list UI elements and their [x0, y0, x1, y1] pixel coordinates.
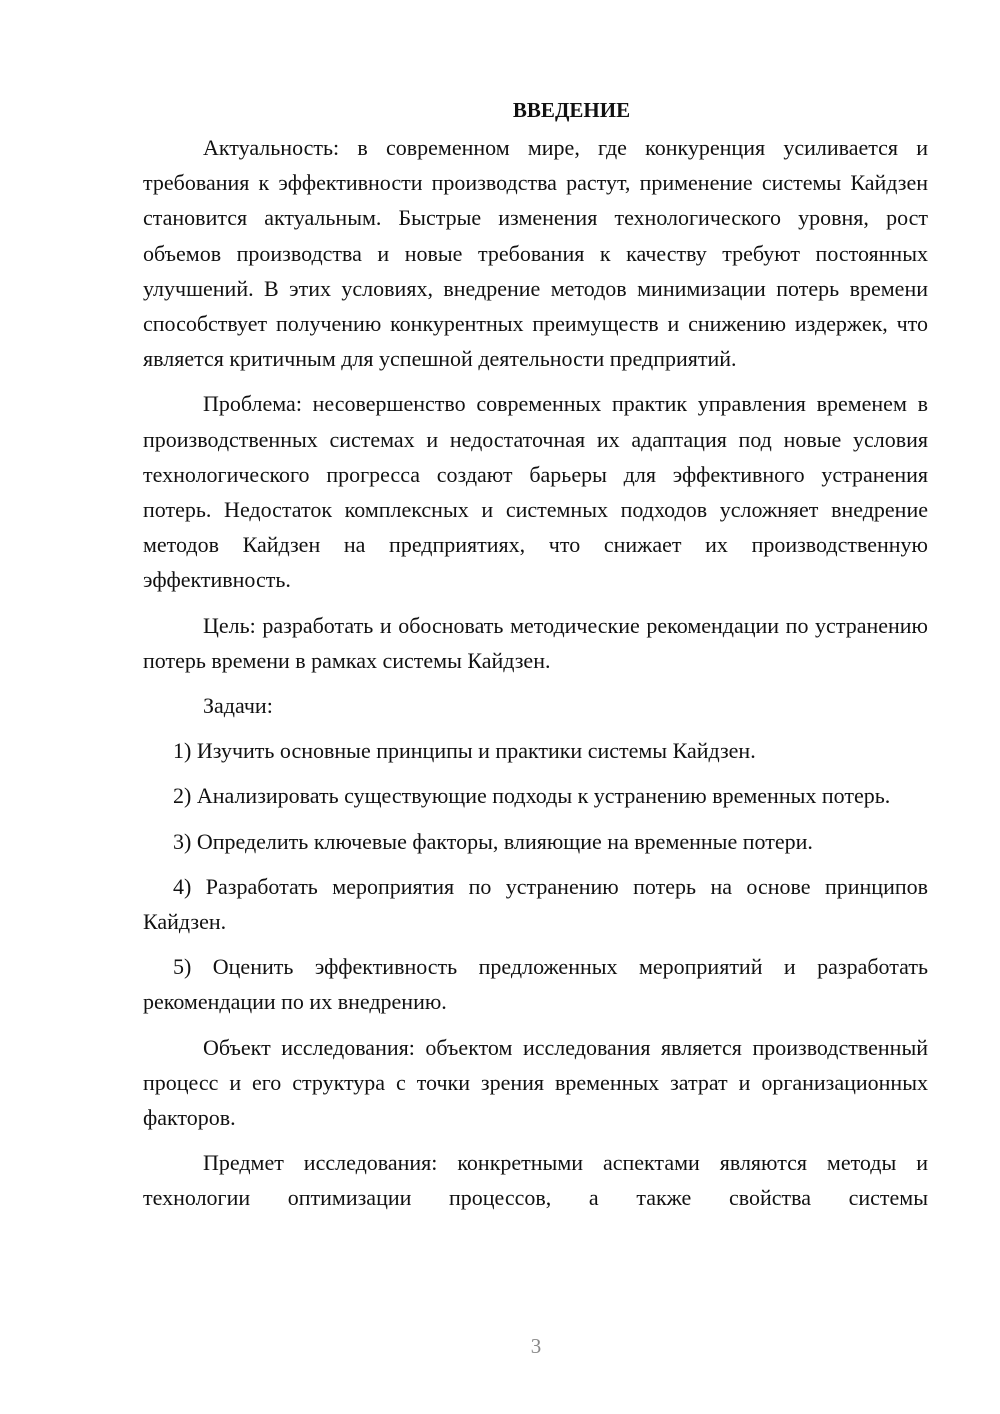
page-number: 3: [530, 1334, 542, 1358]
subject-paragraph: Предмет исследования: конкретными аспектами являются методы и технологии оптимизации процессов, а также свойства системы: [143, 1150, 928, 1211]
page-content: [143, 92, 928, 1226]
task-item-3: 3) Определить ключевые факторы, влияющие на временные потери.: [173, 828, 813, 854]
task-item-4: 4) Разработать мероприятия по устранению потерь на основе принципов Кайдзен.: [143, 873, 928, 935]
task-item-5: 5) Оценить эффективность предложенных мероприятий и разработать рекомендации по их внедрению.: [143, 954, 928, 1015]
task-item-2: 2) Анализировать существующие подходы к устранению временных потерь.: [173, 783, 891, 809]
problem-paragraph: Проблема: несовершенство современных практик управления временем в производственных системах и недостаточная их адаптация под новые условия технологического прогресса создают барьеры для эффективного устранения потерь. Недостаток комплексных и системных подходов усложняет внедрение методов Кайдзен на предприятиях, что снижает их производственную эффективность.: [143, 391, 928, 593]
object-paragraph: Объект исследования: объектом исследования является производственный процесс и его структура с точки зрения временных затрат и организационных факторов.: [143, 1034, 928, 1131]
section-heading: ВВЕДЕНИЕ: [512, 98, 631, 122]
tasks-label: Задачи:: [203, 693, 273, 719]
goal-paragraph: Цель: разработать и обосновать методические рекомендации по устранению потерь времени в рамках системы Кайдзен.: [143, 612, 928, 673]
task-item-1: 1) Изучить основные принципы и практики системы Кайдзен.: [173, 738, 756, 764]
relevance-paragraph: Актуальность: в современном мире, где конкуренция усиливается и требования к эффективности производства растут, применение системы Кайдзен становится актуальным. Быстрые изменения технологического уровня, рост объемов производства и новые требования к качеству требуют постоянных улучшений. В этих условиях, внедрение методов минимизации потерь времени способствует получению конкурентных преимуществ и снижению издержек, что является критичным для успешной деятельности предприятий.: [143, 135, 928, 372]
